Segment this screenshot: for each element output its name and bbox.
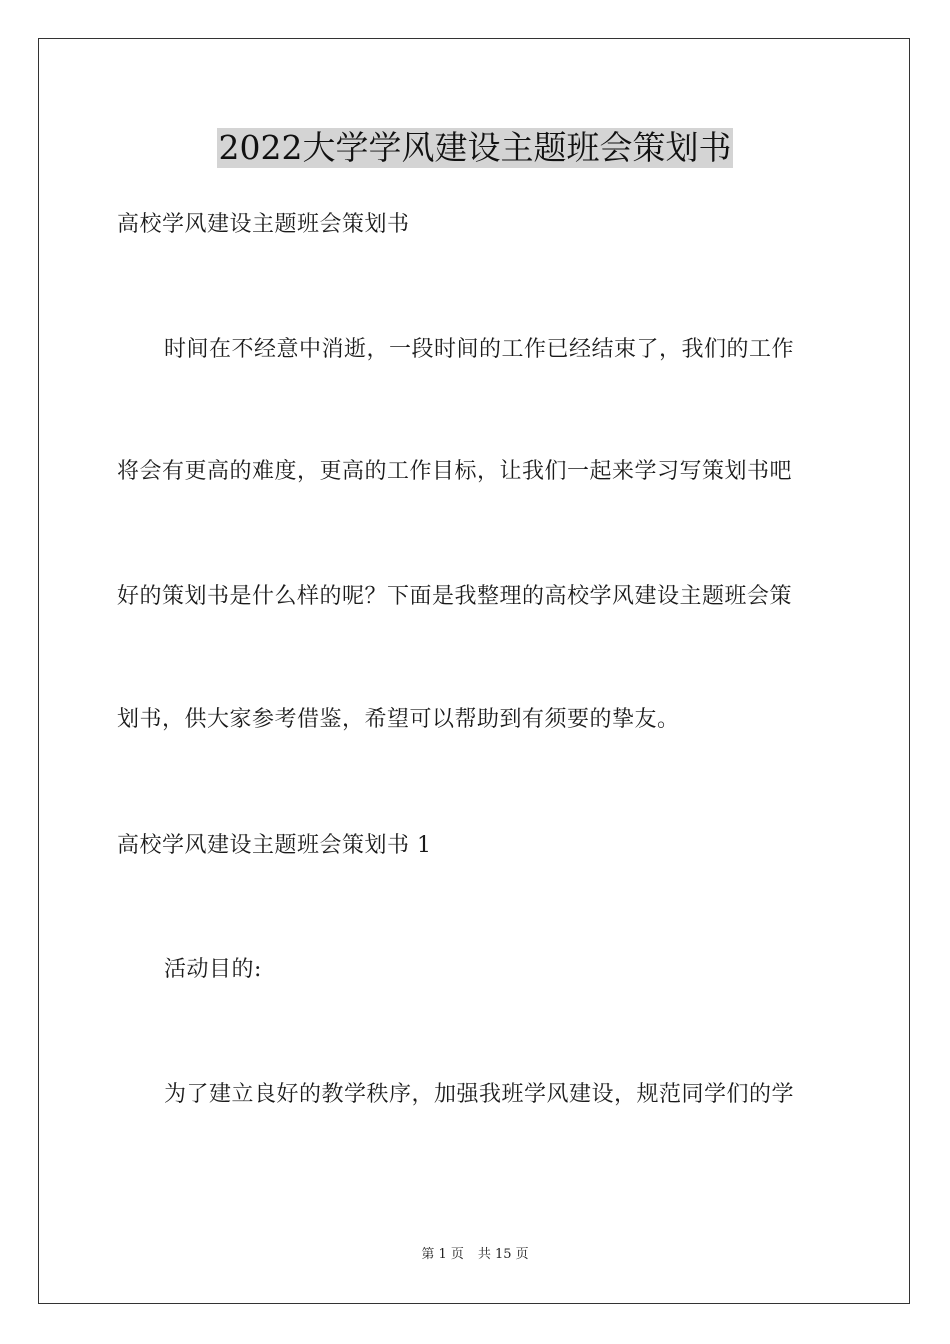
document-title: 2022大学学风建设主题班会策划书	[218, 128, 732, 167]
subtitle: 高校学风建设主题班会策划书	[117, 212, 410, 237]
paragraph-line-2: 将会有更高的难度，更高的工作目标，让我们一起来学习写策划书吧	[117, 459, 793, 484]
page-footer	[0, 1246, 950, 1264]
paragraph-line-4: 划书，供大家参考借鉴，希望可以帮助到有须要的挚友。	[117, 707, 680, 732]
section-heading: 高校学风建设主题班会策划书 1	[117, 833, 432, 858]
activity-purpose-label: 活动目的:	[164, 957, 262, 982]
page-total: 共 15 页	[477, 1247, 529, 1262]
title-container	[0, 128, 950, 168]
purpose-text-line: 为了建立良好的教学秩序，加强我班学风建设，规范同学们的学	[164, 1082, 795, 1107]
paragraph-line-1: 时间在不经意中消逝，一段时间的工作已经结束了，我们的工作	[164, 337, 795, 362]
paragraph-line-3: 好的策划书是什么样的呢？下面是我整理的高校学风建设主题班会策	[117, 584, 793, 609]
page-number: 第 1 页	[421, 1247, 464, 1262]
